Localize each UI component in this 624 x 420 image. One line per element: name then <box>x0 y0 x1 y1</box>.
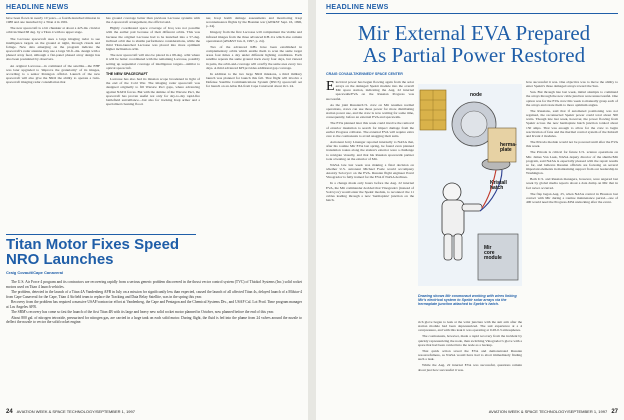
page-footer <box>6 409 135 415</box>
paragraph: The Russians, said that if automated positioning was not regained, the reconnected Spektr power could total about 500 watts. Though late last week, however, the power flowing from Spektr across the new hermaplate hatch junction totaled about 150 amps. That was enough to allow for the crew to begin reactivation of fans and the thermal control system of the Kristall and Kvant 2 modules. <box>526 108 618 138</box>
paragraph: The SRM's recovery has come so fast the launch of the first Titan 4B with its large and heavy new solid rocket motor planned in October, now planned before the end of this year. <box>11 310 274 314</box>
paragraph: In addition to the two large NRO missions, a third military launch was planned for launch this fall. That flight will involve a Defense Satellite Communications System (DSCS) spacecraft set for launch on an Atlas IIA from Cape Canaveral about Oct. 24. <box>206 71 302 89</box>
paragraph: Recovery from the problem has required a massive USAF/contractor effort at Vandenberg, the Cape and Pentagon and the Chemical Systems Div., and USAF Cal. Lot Prod. Time program manager at Los Angeles AFB. <box>6 300 302 309</box>
section-label: HEADLINE NEWS <box>326 4 389 11</box>
headline-line-1: Mir External EVA Prepared <box>357 21 591 45</box>
paragraph: ner, Iraqi bomb damage assessments and monitoring Iraqi reconnaissance flights by the Bosnian war (AW&ST Sept. 16, 1996, p. 24). <box>206 16 302 29</box>
page-number: 24 <box>6 409 13 415</box>
page-number: 27 <box>611 409 618 415</box>
article-headline <box>332 22 616 66</box>
cosmonaut-arm <box>462 204 482 211</box>
paragraph: As the joint Russian/U.S. crew on Mir resumes normal operations, crews can use those power for more distributing station power use, and the crew is now waiting for some time, consequently, before an external EVA and spacewalk. <box>326 102 414 120</box>
cosmonaut-leg <box>444 234 452 260</box>
paragraph: The U.S. Air Force 4 program and its contractors are recovering rapidly from a serious generic problem discovered in the thrust vector control system (TVC) of Thiokol Systems (Inc.) solid rocket motors used on Titan 4 launch vehicles. <box>6 280 302 289</box>
paragraph: Two of the advanced KHs have been established in complementary orbits which enable them to scan the same target areas four times a day under different lighting conditions. Each satellite repeats the same ground track every four days, but viewed in pairs, the orbit-and-coverage will overfly the same area every two days. A third advanced KH provides additional gap coverage. <box>206 44 302 70</box>
article-headline: Titan Motor Fixes Speed NRO Launches <box>6 236 180 268</box>
paragraph: The Priroda is critical for future U.S. science operations on Mir. James Van Laak, NASA deputy director of the shuttle/Mir program, said NASA is especially pleased with the repair results so far, and believes Russian officials are focusing on several important elements in maintaining support from our leadership in Washington. <box>526 150 618 176</box>
article-body <box>6 280 302 402</box>
byline: Craig Covault/Cape Canaveral <box>6 270 64 275</box>
paragraph: how successful it was. One objective was to move the ability to enter Spektr's three damaged arrays toward the Sun. <box>526 80 618 89</box>
paragraph: Lacrosse has also had its mission scope broadened in light of the end of the Cold War. The imaging radar spacecraft was designed originally to fill Warsaw Pact gaps, where advancing against NATO forces. But with the demise of the Warsaw Pact, the spacecraft has proven useful not only for day-to-day rapid-fire battlefield surveillance—but also for tracking Iraqi armor and a specialized cleaning flood. <box>106 77 200 106</box>
page-gutter <box>308 0 316 420</box>
header-rule <box>6 13 302 14</box>
paragraph: The flap began Aug. 25, when NASA control in Houston lost contact with Mir during a routine maintenance period—one of 400 would need the Progress-M34 undocking after the event. <box>526 191 618 205</box>
label-core-module: Mir core module <box>484 245 502 261</box>
label-hermaplate: herma-plate <box>500 142 517 153</box>
paragraph: Imagery from the first Lacrosse will complement the visible and infrared images from the three advanced KH-11s which also remain operational (AW&ST Jan. 6, 1997, p. 24). <box>206 30 302 43</box>
paragraph: has ground coverage better than previous Lacrosse systems with the 2-spacecraft arrangement, the official said. <box>106 16 200 25</box>
article-column-2 <box>106 16 200 234</box>
headline-line-2: As Partial Power Restored <box>362 43 586 67</box>
paragraph: The Lacrosse spacecraft uses a large imaging radar to see intelligence targets on the ground at night, through clouds and foliage. New data emerging on the program indicate the spacecraft's radar antenna may use a large 50-ft.-dia. design with a phased array feed, although a flat-panel phased array design has also been postulated by observers. <box>6 36 100 62</box>
paragraph: Sun. But through late last week, initial attempts to command the arrays through the new cable junction were unsuccessful. One option was for the EVA crew this week to manually grasp each of the arrays and rotate them to more optimum angles. <box>526 90 618 107</box>
section-label: HEADLINE NEWS <box>6 4 69 11</box>
figure-illustration <box>418 84 522 286</box>
article-column-3 <box>206 16 302 234</box>
paragraph: The Priroda module would not be powered until after the EVA this week. <box>526 140 618 149</box>
subhead: THE NEW SPACECRAFT <box>106 71 148 76</box>
paragraph: The problem, detected in the launch of a Titan 4A Vandenberg AFB in July on a mission for significantly less than expected, caused the launch of all affected Titan 4s, delayed launch of a Milstar-4 from Cape Canaveral for the Cape, Titan 4 Airfield team to replace the Tracking and Data Relay Satellite, was in the spring this year. <box>6 290 302 299</box>
article-column-1 <box>326 80 414 398</box>
paragraph: rich glove began to leak at the wrist juncture with the suit arm after the station module had been depressurized. The suit experience at a 4 overpressure, and with this leak it was operating at 0.28-0.3 atmospheres. <box>418 320 522 333</box>
paragraph: The new spacecraft is a bit chunkier at about a 425-mi. circular orbit inclined 68 deg. by a Titan 4 with no upper stage. <box>6 26 100 35</box>
paragraph: The cosmonauts, however, made a rapid recovery from the incident by quickly repressurizing the node, then switching Vinogradov's glove with a spare that had been carried into the node as a backup. <box>418 334 522 347</box>
paragraph: The EVA planned later this week could involve the removal of exterior insulation to search for impact damage from the earlier Progress collision. The external EVA will require extra care to the cosmonauts to avoid snagging their suits. <box>326 121 414 138</box>
article-column-2 <box>418 320 522 400</box>
paragraph: In a change made only hours before the Aug. 22 internal EVA, the Mir commander decided that Vinogradov (instead of Solovyov) would enter the Spektr module, to reconnect the 11 cables leading through a new 'hermaplate' junction on the hatch. <box>326 181 414 203</box>
paragraph: Electrical power has begun flowing again from the solar arrays on the damaged Spektr module into the overall Mir space station, indicating the Aug. 22 internal spacewalk/EVA on the Russian Progress was successful. <box>326 80 414 101</box>
paragraph: While the Aug. 22 internal EVA was successful, questions remain about just how successful it was. <box>418 363 522 372</box>
header-rule <box>326 13 618 14</box>
label-kristall-hatch: Kristall hatch <box>490 180 507 191</box>
section-rule <box>6 234 196 235</box>
paragraph: Astronaut Jerry Linenger reported internally to NASA that, after his routine Mir EVA last spring, he found even planned translation routes along the station's exterior were a challenge to navigate visually, and that his Russian spacewalk partner took a beating on the exterior of Mir. <box>326 140 414 161</box>
publication-line: AVIATION WEEK & SPACE TECHNOLOGY/SEPTEMBER 1, 1997 <box>16 409 135 414</box>
left-page <box>0 0 308 420</box>
right-page <box>316 0 624 420</box>
cosmonaut-helmet <box>443 183 461 201</box>
drop-cap: E <box>326 80 335 94</box>
article-column-1 <box>6 16 100 234</box>
byline: CRAIG COVAULT/KENNEDY SPACE CENTER <box>326 72 403 76</box>
publication-line: AVIATION WEEK & SPACE TECHNOLOGY/SEPTEMBER 1, 1997 <box>488 409 608 414</box>
node-hatch <box>461 111 487 137</box>
cosmonaut-suit <box>442 200 464 236</box>
article-column-3 <box>526 80 618 398</box>
paragraph: That quick action saved the EVA and demonstrated Russian resourcefulness, as NASA would have had to abort immediately finding such a leak. <box>418 348 522 362</box>
paragraph: have been flown in nearly 10 years—a fourth-launched mission in 1988 and one launched by a Titan 4 in 1991. <box>6 16 100 25</box>
paragraph: The new spacecraft will also be placed in a 68-deg. orbit where it will be better coordinated with the remaining Lacrosse, possibly setting up sequential coverage of intelligence targets—similar to optical spacecraft. <box>106 53 200 70</box>
figure-caption: Drawing shows Mir cosmonaut working with wires linking Mir's electrical system to Spektr solar arrays via the hermaplate junction attached to Spektr's hatch. <box>418 294 517 307</box>
page-footer <box>489 409 618 415</box>
paragraph: An original Lacrosse—in command of the satellite—the EHF was later upgraded to 'improve the granularity' of its images, according to a senior Pentagon official. Launch of the new spacecraft will also give the NRO the ability to operate a twin-spacecraft imaging radar constellation that <box>6 63 100 85</box>
paragraph: Highly coordinated space coverage of Iraq was not possible with the earlier pair because of their different orbits. This was because the original Lacrosse had to be launched into a 57-deg. inclined orbit due to shuttle performance considerations, while the third Titan-launched Lacrosse was placed into more optimum higher inclination orbit. <box>106 26 200 52</box>
paragraph: NASA late last week was making a final decision on whether U.S. astronaut Michael Foale would accompany Anatoly Solovyov on the EVA. Russian flight engineer Pavel Vinogradov is fully trained for the EVA if NASA declines. <box>326 162 414 180</box>
paragraph: Both U.S. and Russian managers, however, were angered last week by global media reports about a data dump on Mir that in fact never occurred. <box>526 177 618 190</box>
cosmonaut-leg <box>454 234 462 260</box>
label-node: node <box>470 92 482 98</box>
paragraph: About 800 gal. of nitrogen tetroxide, pressurized for nitrogen gas, are carried in a large tank on each solid motor. During flight, the fluid is fed into the plume from 24 valves around the nozzle to deflect the nozzle to vector the solid rocket engine. <box>6 315 302 324</box>
